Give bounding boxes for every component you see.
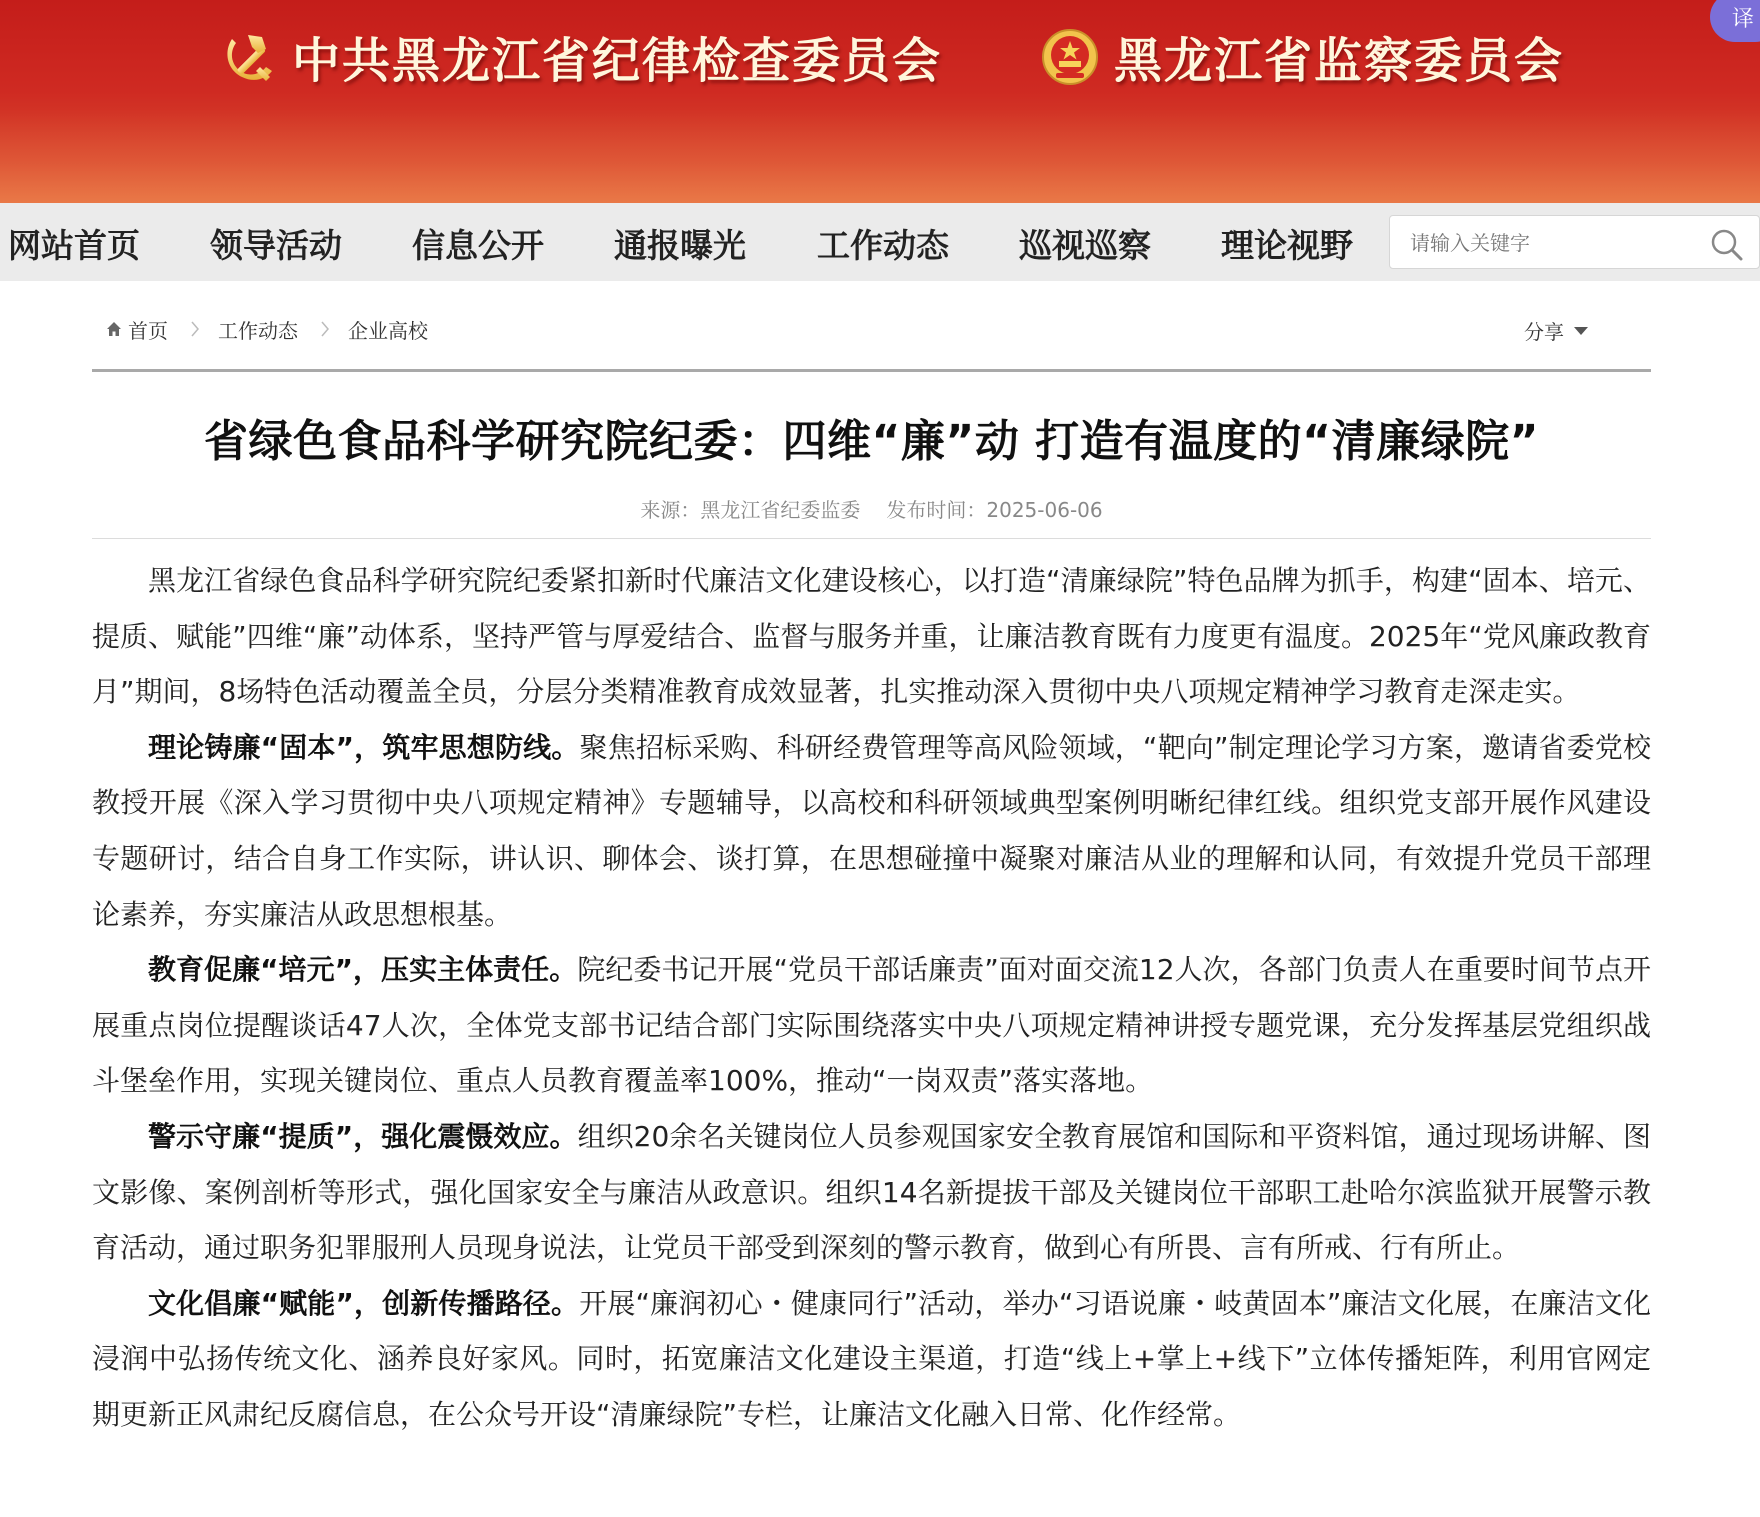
nav-leadership[interactable]: 领导活动 [210, 226, 342, 265]
meta-divider [92, 538, 1651, 539]
brand-right-title: 黑龙江省监察委员会 [1114, 33, 1565, 89]
home-icon [106, 321, 122, 337]
section-heading: 文化倡廉“赋能”，创新传播路径。 [148, 1286, 580, 1320]
date-label: 发布时间： [886, 498, 987, 522]
share-label: 分享 [1524, 320, 1564, 344]
national-emblem-icon [1040, 27, 1100, 87]
caret-down-icon [1574, 327, 1588, 335]
section-heading: 教育促廉“培元”，压实主体责任。 [148, 953, 578, 987]
party-emblem-icon [218, 27, 278, 87]
search-input[interactable] [1408, 226, 1682, 260]
breadcrumb [106, 314, 428, 344]
brand-left-title: 中共黑龙江省纪律检查委员会 [292, 33, 943, 89]
section-body: 聚焦招标采购、科研经费管理等高风险领域，“靶向”制定理论学习方案，邀请省委党校教授开展《深入学习贯彻中央八项规定精神》专题辅导，以高校和科研领域典型案例明晰纪律红线。组织党支部开展作风建设专题研讨，结合自身工作实际，讲认识、聊体会、谈打算，在思想碰撞中凝聚对廉洁从业的理解和认同，有效提升党员干部理论素养，夯实廉洁从政思想根基。 [92, 730, 1651, 931]
breadcrumb-enterprise-university[interactable]: 企业高校 [348, 318, 428, 343]
paragraph-section-1 [92, 720, 1651, 942]
nav-theory[interactable]: 理论视野 [1221, 226, 1353, 265]
nav-work-news[interactable]: 工作动态 [817, 226, 949, 265]
nav-reports[interactable]: 通报曝光 [614, 226, 746, 265]
breadcrumb-work-news[interactable]: 工作动态 [218, 318, 298, 343]
site-banner [0, 0, 1760, 203]
chevron-right-icon [320, 320, 330, 338]
article-title: 省绿色食品科学研究院纪委：四维“廉”动 打造有温度的“清廉绿院” [204, 416, 1539, 467]
article-date: 2025-06-06 [986, 498, 1103, 522]
paragraph-section-2 [92, 942, 1651, 1109]
article-source: 黑龙江省纪委监委 [700, 498, 861, 522]
chevron-right-icon [190, 320, 200, 338]
nav-home[interactable]: 网站首页 [8, 226, 140, 265]
share-button[interactable] [1524, 316, 1588, 345]
article-body [92, 553, 1651, 1443]
section-body: 开展“廉润初心・健康同行”活动，举办“习语说廉・岐黄固本”廉洁文化展，在廉洁文化浸润中弘扬传统文化、涵养良好家风。同时，拓宽廉洁文化建设主渠道，打造“线上+掌上+线下”立体传播矩阵，利用官网定期更新正风肃纪反腐信息，在公众号开设“清廉绿院”专栏，让廉洁文化融入日常、化作经常。 [92, 1286, 1651, 1431]
main-navigation [0, 203, 1760, 281]
source-label: 来源： [640, 498, 701, 522]
paragraph-intro: 黑龙江省绿色食品科学研究院纪委紧扣新时代廉洁文化建设核心，以打造“清廉绿院”特色品牌为抓手，构建“固本、培元、提质、赋能”四维“廉”动体系，坚持严管与厚爱结合、监督与服务并重，让廉洁教育既有力度更有温度。2025年“党风廉政教育月”期间，8场特色活动覆盖全员，分层分类精准教育成效显著，扎实推动深入贯彻中央八项规定精神学习教育走深走实。 [92, 564, 1651, 709]
article-meta [92, 494, 1651, 523]
paragraph-section-4 [92, 1276, 1651, 1443]
nav-disclosure[interactable]: 信息公开 [412, 226, 544, 265]
section-body: 组织20余名关键岗位人员参观国家安全教育展馆和国际和平资料馆，通过现场讲解、图文影像、案例剖析等形式，强化国家安全与廉洁从政意识。组织14名新提拔干部及关键岗位干部职工赴哈尔滨监狱开展警示教育活动，通过职务犯罪服刑人员现身说法，让党员干部受到深刻的警示教育，做到心有所畏、言有所戒、行有所止。 [92, 1119, 1651, 1265]
section-heading: 警示守廉“提质”，强化震慑效应。 [148, 1119, 578, 1153]
search-icon[interactable] [1710, 228, 1744, 262]
translate-button[interactable]: 译 [1710, 0, 1760, 42]
nav-inspection[interactable]: 巡视巡察 [1019, 226, 1151, 265]
brand-discipline-commission[interactable] [218, 22, 942, 91]
brand-supervision-commission[interactable] [1040, 22, 1564, 91]
breadcrumb-home[interactable]: 首页 [128, 318, 168, 343]
search-box [1389, 215, 1760, 269]
section-heading: 理论铸廉“固本”，筑牢思想防线。 [148, 730, 580, 764]
banner-glow [0, 110, 1760, 203]
section-body: 院纪委书记开展“党员干部话廉责”面对面交流12人次，各部门负责人在重要时间节点开展重点岗位提醒谈话47人次，全体党支部书记结合部门实际围绕落实中央八项规定精神讲授专题党课，充分发挥基层党组织战斗堡垒作用，实现关键岗位、重点人员教育覆盖率100%，推动“一岗双责”落实落地。 [92, 953, 1651, 1098]
paragraph-section-3 [92, 1109, 1651, 1276]
header-divider [92, 369, 1651, 372]
